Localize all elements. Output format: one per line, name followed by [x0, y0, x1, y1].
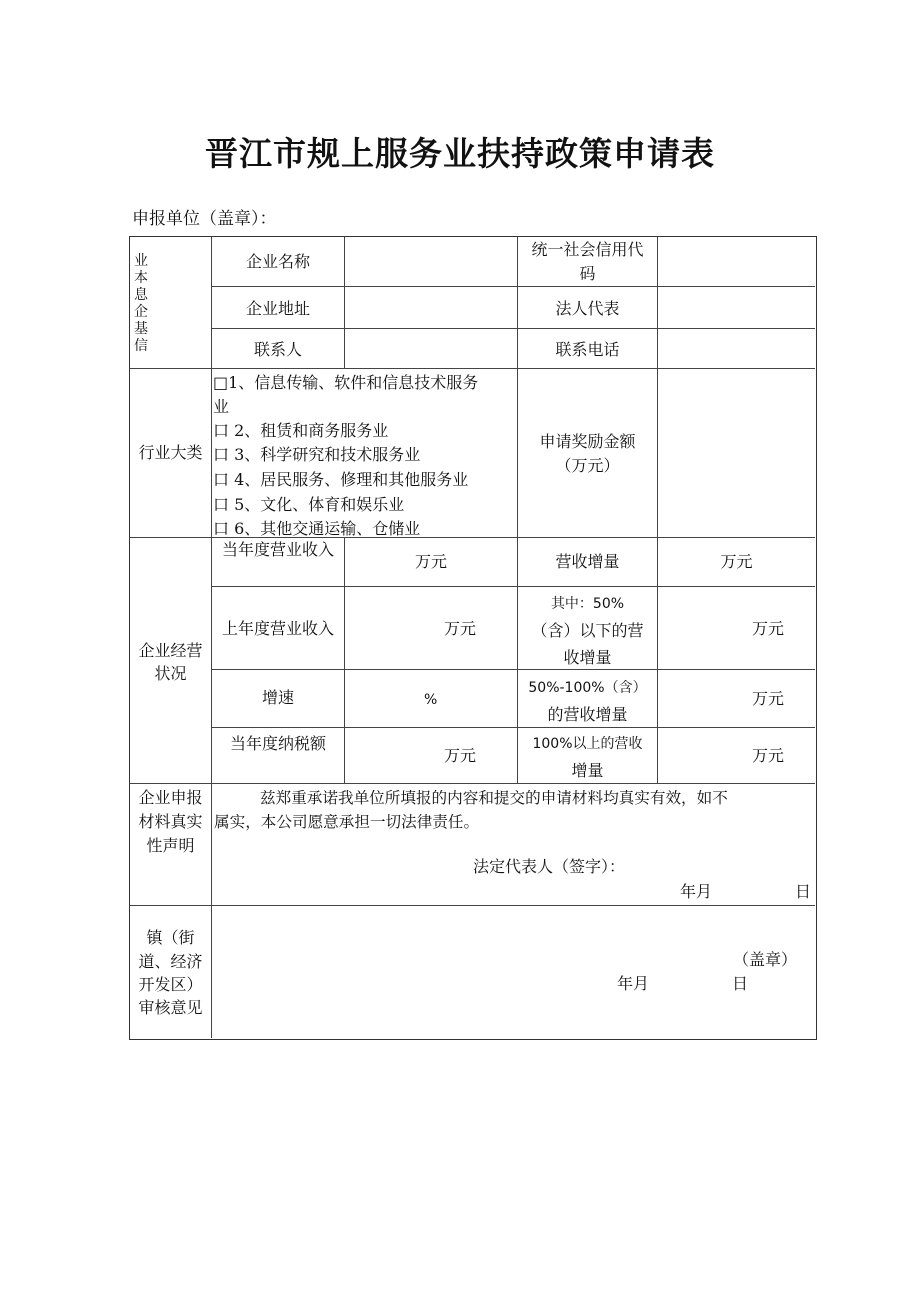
tier1-increase-label-line2: （含）以下的营 [531, 621, 644, 640]
row-divider [211, 328, 815, 329]
industry-option-1[interactable]: □1、信息传输、软件和信息技术服务 [213, 373, 479, 392]
section-label-char: 基 [134, 321, 148, 337]
operation-section-label-line1: 企业经营 [138, 641, 203, 660]
legal-rep-label: 法人代表 [555, 299, 620, 318]
company-name-label: 企业名称 [245, 252, 310, 271]
industry-option-6[interactable]: 口 6、其他交通运输、仓储业 [213, 519, 421, 536]
section-label-char: 本 [134, 270, 148, 286]
credit-code-label-line1: 统一社会信用代 [531, 240, 644, 259]
contact-label: 联系人 [253, 340, 302, 359]
column-divider [344, 237, 345, 368]
award-amount-label-line2: （万元） [555, 456, 620, 475]
review-section-label-line4: 审核意见 [138, 998, 203, 1017]
last-revenue-field[interactable]: 万元 [444, 619, 477, 638]
address-field[interactable] [346, 288, 516, 328]
tier1-increase-label-line1: 其中：50% [550, 596, 625, 612]
growth-rate-label: 增速 [261, 688, 294, 707]
tier2-increase-label-line2: 的营收增量 [547, 705, 628, 724]
credit-code-label-line2: 码 [579, 264, 596, 283]
row-divider [211, 586, 815, 587]
section-label-char: 企 [134, 304, 148, 320]
tier3-increase-label-line2: 增量 [571, 761, 604, 780]
tier1-increase-label-line3: 收增量 [563, 648, 612, 667]
phone-field[interactable] [659, 330, 814, 368]
legal-rep-field[interactable] [659, 288, 814, 328]
tax-field[interactable]: 万元 [444, 746, 477, 765]
section-divider [130, 905, 815, 906]
column-divider [657, 237, 658, 783]
tier1-increase-field[interactable]: 万元 [752, 619, 785, 638]
section-divider [130, 368, 815, 369]
section-label-char: 息 [134, 287, 148, 303]
phone-label: 联系电话 [555, 340, 620, 359]
tier2-increase-field[interactable]: 万元 [752, 689, 785, 708]
declaration-section-label-line1: 企业申报 [138, 788, 203, 807]
basic-info-section-label [134, 253, 150, 355]
row-divider [211, 669, 815, 670]
row-divider [211, 286, 815, 287]
declaration-text-line1: 兹郑重承诺我单位所填报的内容和提交的申请材料均真实有效，如不 [260, 789, 728, 807]
applicant-label: 申报单位（盖章）： [132, 209, 277, 229]
section-divider [130, 783, 815, 784]
revenue-increase-field[interactable]: 万元 [720, 552, 753, 571]
tier3-increase-field[interactable]: 万元 [752, 746, 785, 765]
declaration-section-label-line3: 性声明 [146, 836, 195, 855]
section-label-char: 信 [134, 338, 148, 354]
row-divider [211, 727, 815, 728]
operation-section-label-line2: 状况 [154, 664, 187, 683]
industry-option-3[interactable]: 口 3、科学研究和技术服务业 [213, 445, 421, 464]
section-label-char: 业 [134, 253, 148, 269]
current-revenue-field[interactable]: 万元 [414, 552, 447, 571]
tier2-increase-label-line1: 50%-100%（含） [528, 680, 647, 696]
current-revenue-label: 当年度营业收入 [221, 540, 334, 559]
address-label: 企业地址 [245, 299, 310, 318]
review-section-label-line1: 镇（街 [146, 928, 195, 947]
award-amount-label-line1: 申请奖励金额 [539, 432, 636, 451]
tier3-increase-label-line1: 100%以上的营收 [532, 736, 643, 752]
signature-label: 法定代表人（签字）： [473, 857, 626, 876]
declaration-text-line2: 属实，本公司愿意承担一切法律责任。 [214, 813, 480, 831]
credit-code-field[interactable] [659, 238, 814, 286]
declaration-section-label-line2: 材料真实 [138, 812, 203, 831]
contact-field[interactable] [346, 330, 516, 368]
award-amount-field[interactable] [659, 370, 814, 536]
industry-option-2[interactable]: 口 2、租赁和商务服务业 [213, 421, 389, 440]
industry-section-label: 行业大类 [138, 443, 203, 462]
review-section-label-line2: 道、经济 [138, 952, 203, 971]
review-date-day: 日 [732, 974, 749, 993]
industry-option-4[interactable]: 口 4、居民服务、修理和其他服务业 [213, 470, 469, 489]
review-date-year-month: 年月 [617, 974, 650, 993]
declaration-date-year-month: 年月 [680, 882, 713, 901]
tax-label: 当年度纳税额 [229, 734, 326, 753]
declaration-date-day: 日 [795, 882, 812, 901]
last-revenue-label: 上年度营业收入 [221, 619, 334, 638]
page-title: 晋江市规上服务业扶持政策申请表 [205, 134, 715, 173]
industry-option-5[interactable]: 口 5、文化、体育和娱乐业 [213, 495, 405, 514]
revenue-increase-label: 营收增量 [555, 552, 620, 571]
industry-option-1-wrap: 业 [213, 397, 230, 416]
company-name-field[interactable] [346, 238, 516, 286]
review-section-label-line3: 开发区） [138, 975, 203, 994]
review-seal-label: （盖章） [733, 950, 798, 969]
growth-rate-field[interactable]: % [424, 692, 438, 708]
